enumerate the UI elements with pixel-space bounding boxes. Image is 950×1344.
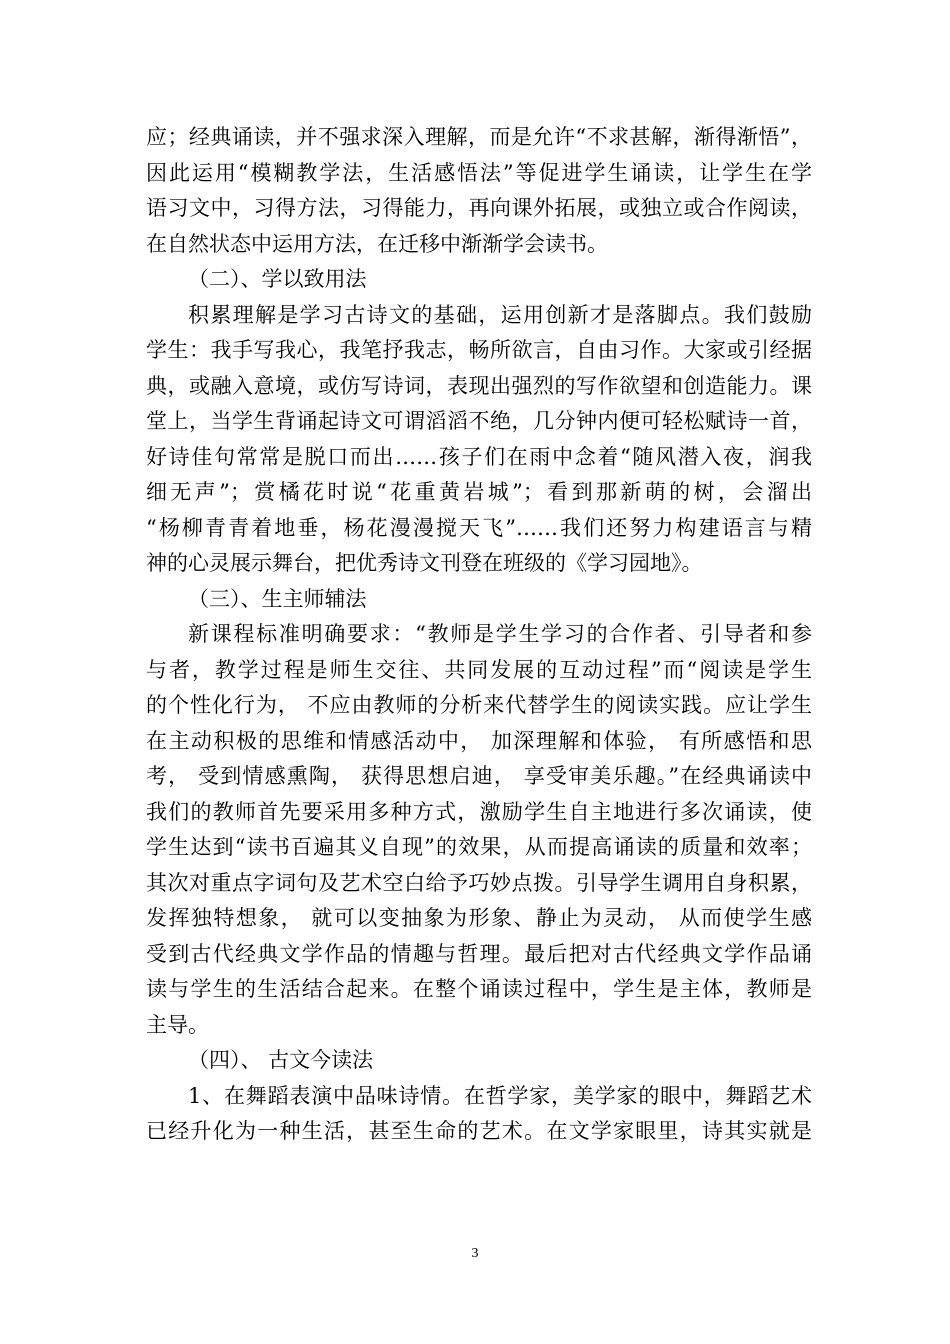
document-body bbox=[146, 120, 812, 1150]
text-line: 我们的教师首先要采用多种方式，激励学生自主地进行多次诵读，使 bbox=[146, 799, 812, 824]
text-line: 1、在舞蹈表演中品味诗情。在哲学家，美学家的眼中，舞蹈艺术 bbox=[188, 1083, 812, 1108]
section-heading: （三）、生主师辅法 bbox=[188, 586, 367, 611]
text-line: 读与学生的生活结合起来。在整个诵读过程中，学生是主体，教师是 bbox=[146, 977, 812, 1001]
text-line: 已经升化为一种生活，甚至生命的艺术。在文学家眼里，诗其实就是 bbox=[146, 1119, 812, 1143]
text-line: 受到古代经典文学作品的情趣与哲理。最后把对古代经典文学作品诵 bbox=[146, 941, 812, 966]
text-line: 在自然状态中运用方法，在迁移中渐渐学会读书。 bbox=[146, 231, 608, 256]
text-line: 学生：我手写我心，我笔抒我志，畅所欲言，自由习作。大家或引经据 bbox=[146, 338, 812, 362]
text-line: 主导。 bbox=[146, 1012, 209, 1037]
text-line: 应；经典诵读，并不强求深入理解，而是允许“不求甚解，渐得渐悟”， bbox=[146, 125, 812, 149]
text-line: 神的心灵展示舞台，把优秀诗文刊登在班级的《学习园地》。 bbox=[146, 551, 703, 575]
text-line: 考， 受到情感熏陶， 获得思想启迪， 享受审美乐趣。”在经典诵读中 bbox=[146, 764, 812, 788]
section-heading: （四）、 古文今读法 bbox=[188, 1048, 374, 1072]
text-line: 好诗佳句常常是脱口而出……孩子们在雨中念着“随风潜入夜，润我 bbox=[146, 444, 812, 469]
text-line: 堂上，当学生背诵起诗文可谓滔滔不绝，几分钟内便可轻松赋诗一首， bbox=[146, 409, 812, 433]
text-line: 语习文中，习得方法，习得能力，再向课外拓展，或独立或合作阅读， bbox=[146, 196, 812, 220]
text-line: 因此运用“模糊教学法，生活感悟法”等促进学生诵读，让学生在学 bbox=[146, 160, 812, 185]
text-line: 细无声”；赏橘花时说“花重黄岩城”；看到那新萌的树，会溜出 bbox=[146, 480, 812, 504]
text-line: 新课程标准明确要求：“教师是学生学习的合作者、引导者和参 bbox=[188, 622, 812, 646]
page-number: 3 bbox=[471, 1246, 479, 1261]
text-line: 积累理解是学习古诗文的基础，运用创新才是落脚点。我们鼓励 bbox=[188, 302, 812, 327]
text-line: 在主动积极的思维和情感活动中， 加深理解和体验， 有所感悟和思 bbox=[146, 728, 812, 753]
text-line: 典，或融入意境，或仿写诗词，表现出强烈的写作欲望和创造能力。课 bbox=[146, 373, 812, 398]
text-line: 学生达到“读书百遍其义自现”的效果，从而提高诵读的质量和效率； bbox=[146, 835, 812, 859]
section-heading: （二）、学以致用法 bbox=[188, 267, 367, 291]
text-line: 其次对重点字词句及艺术空白给予巧妙点拨。引导学生调用自身积累， bbox=[146, 870, 812, 895]
text-line: 发挥独特想象， 就可以变抽象为形象、静止为灵动， 从而使学生感 bbox=[146, 906, 812, 930]
text-line: 与者，教学过程是师生交往、共同发展的互动过程”而“阅读是学生 bbox=[146, 657, 812, 682]
text-line: 的个性化行为， 不应由教师的分析来代替学生的阅读实践。应让学生 bbox=[146, 693, 812, 717]
text-line: “杨柳青青着地垂，杨花漫漫搅天飞”……我们还努力构建语言与精 bbox=[146, 515, 812, 540]
